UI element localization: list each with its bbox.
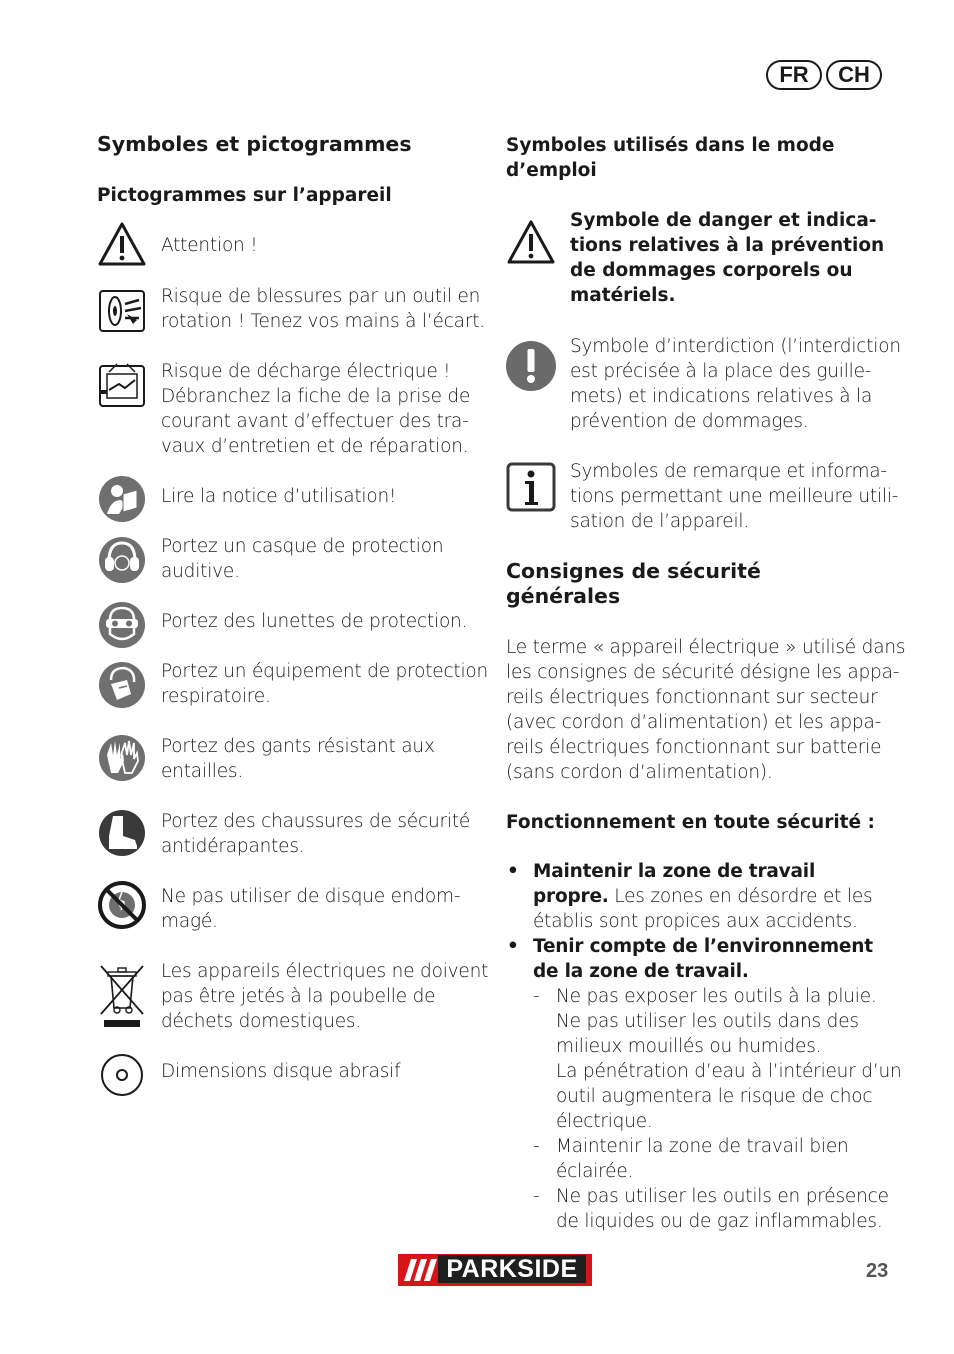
- description-line: Symbole de danger et indica-: [570, 210, 877, 231]
- intro-paragraph: [506, 635, 905, 785]
- dash-line: Ne pas exposer les outils à la pluie.: [556, 986, 877, 1007]
- pictogram-description: [161, 284, 485, 334]
- description-line: auditive.: [161, 561, 240, 582]
- description-line: Débranchez la fiche de la prise de: [161, 386, 471, 407]
- description-line: Les appareils électriques ne doivent: [161, 961, 489, 982]
- warning-triangle-icon: [97, 220, 147, 270]
- description-line: sation de l’appareil.: [570, 511, 750, 532]
- description-line: Portez des chaussures de sécurité: [161, 811, 471, 832]
- left-subtitle: Pictogrammes sur l’appareil: [97, 185, 392, 206]
- dash-marker: -: [533, 1136, 540, 1157]
- ear-protection-icon: [97, 535, 147, 585]
- description-line: Portez des lunettes de protection.: [161, 611, 468, 632]
- dash-line: outil augmentera le risque de choc: [556, 1086, 873, 1107]
- description-line: Ne pas utiliser de disque endom-: [161, 886, 461, 907]
- description-line: antidérapantes.: [161, 836, 305, 857]
- read-manual-icon: [97, 474, 147, 524]
- disc-dimension-icon: [97, 1050, 147, 1100]
- description-line: Risque de décharge électrique !: [161, 361, 451, 382]
- intro-line: (sans cordon d’alimentation).: [506, 762, 773, 783]
- respiratory-protection-icon: [97, 660, 147, 710]
- pictogram-description: [161, 233, 257, 258]
- right-title-line: d’emploi: [506, 160, 597, 181]
- no-damaged-disc-icon: [97, 880, 147, 930]
- safety-boots-icon: [97, 808, 147, 858]
- description-line: Portez un équipement de protection: [161, 661, 489, 682]
- prohibition-icon: [506, 341, 556, 391]
- pictogram-description: [161, 1059, 400, 1084]
- left-section-title: Symboles et pictogrammes: [97, 132, 412, 156]
- general-safety-title-line: générales: [506, 584, 621, 608]
- pictogram-description: [161, 359, 470, 459]
- intro-line: reils électriques fonctionnant sur batterie: [506, 737, 882, 758]
- description-line: matériels.: [570, 285, 676, 306]
- symbol-description: [570, 334, 901, 434]
- pictogram-description: [161, 609, 467, 634]
- description-line: Dimensions disque abrasif: [161, 1061, 401, 1082]
- bullet-text: [533, 859, 872, 934]
- intro-line: (avec cordon d’alimentation) et les appa-: [506, 712, 882, 733]
- bullet-dot: •: [507, 936, 519, 957]
- bullet-line: [533, 884, 872, 909]
- dash-line: éclairée.: [556, 1161, 634, 1182]
- description-line: Portez des gants résistant aux: [161, 736, 435, 757]
- description-line: vaux d’entretien et de réparation.: [161, 436, 469, 457]
- dash-line: électrique.: [556, 1111, 653, 1132]
- danger-triangle-icon: [506, 218, 556, 268]
- bullet-bold-text: Tenir compte de l’environnement: [533, 936, 873, 957]
- description-line: Lire la notice d’utilisation!: [161, 486, 397, 507]
- description-line: pas être jetés à la poubelle de: [161, 986, 436, 1007]
- description-line: déchets domestiques.: [161, 1011, 362, 1032]
- intro-line: les consignes de sécurité désigne les appa-: [506, 662, 900, 683]
- bullet-bold-text: de la zone de travail.: [533, 961, 749, 982]
- bullet-line: établis sont propices aux accidents.: [533, 911, 858, 932]
- dash-line: Maintenir la zone de travail bien: [556, 1136, 849, 1157]
- parkside-logo: [398, 1254, 592, 1286]
- bullet-rest-text: Les zones en désordre et les: [608, 886, 873, 907]
- description-line: Symbole d’interdiction (l’interdiction: [570, 336, 901, 357]
- dash-item-text: [556, 1134, 849, 1184]
- pictogram-description: [161, 534, 443, 584]
- general-safety-title-line: Consignes de sécurité: [506, 559, 761, 583]
- lang-badge-ch: CH: [826, 60, 882, 90]
- bullet-line: [533, 959, 873, 984]
- dash-marker: -: [533, 1186, 540, 1207]
- description-line: Risque de blessures par un outil en: [161, 286, 481, 307]
- page-number: 23: [866, 1260, 889, 1282]
- description-line: mets) et indications relatives à la: [570, 386, 873, 407]
- description-line: tions permettant une meilleure utili-: [570, 486, 899, 507]
- bullet-bold-text: propre.: [533, 886, 609, 907]
- description-line: Attention !: [161, 235, 258, 256]
- description-line: de dommages corporels ou: [570, 260, 853, 281]
- safe-operation-heading: Fonctionnement en toute sécurité :: [506, 812, 875, 833]
- dash-marker: -: [533, 986, 540, 1007]
- brand-name: PARKSIDE: [438, 1255, 586, 1283]
- bullet-line: [533, 934, 873, 959]
- dash-line: Ne pas utiliser les outils dans des: [556, 1011, 859, 1032]
- info-icon: [506, 462, 556, 512]
- dash-line: Ne pas utiliser les outils en présence: [556, 1186, 889, 1207]
- description-line: tions relatives à la prévention: [570, 235, 885, 256]
- description-line: entailles.: [161, 761, 244, 782]
- gloves-icon: [97, 733, 147, 783]
- intro-line: reils électriques fonctionnant sur secteur: [506, 687, 878, 708]
- pictogram-description: [161, 659, 488, 709]
- dash-item-text: [556, 1184, 889, 1234]
- description-line: courant avant d’effectuer des tra-: [161, 411, 469, 432]
- dash-item-text: [556, 984, 902, 1134]
- bullet-line: [533, 859, 872, 884]
- eye-protection-icon: [97, 600, 147, 650]
- description-line: rotation ! Tenez vos mains à l’écart.: [161, 311, 485, 332]
- lang-badge-fr: FR: [766, 60, 822, 90]
- pictogram-description: [161, 884, 460, 934]
- dash-line: La pénétration d’eau à l’intérieur d’un: [556, 1061, 902, 1082]
- description-line: Symboles de remarque et informa-: [570, 461, 887, 482]
- unplug-electric-icon: [97, 360, 147, 410]
- bullet-text: [533, 934, 873, 984]
- symbol-description: [570, 459, 898, 534]
- description-line: Portez un casque de protection: [161, 536, 444, 557]
- bullet-bold-text: Maintenir la zone de travail: [533, 861, 816, 882]
- general-safety-title: [506, 559, 761, 609]
- pictogram-description: [161, 484, 396, 509]
- dash-line: de liquides ou de gaz inflammables.: [556, 1211, 883, 1232]
- description-line: magé.: [161, 911, 218, 932]
- bullet-dot: •: [507, 861, 519, 882]
- language-badges: [766, 60, 882, 90]
- description-line: est précisée à la place des guille-: [570, 361, 872, 382]
- description-line: prévention de dommages.: [570, 411, 809, 432]
- intro-line: Le terme « appareil électrique » utilisé dans: [506, 637, 906, 658]
- description-line: respiratoire.: [161, 686, 271, 707]
- pictogram-description: [161, 959, 488, 1034]
- weee-bin-icon: [97, 962, 147, 1028]
- right-title-line: Symboles utilisés dans le mode: [506, 135, 835, 156]
- right-section-title: [506, 133, 834, 183]
- symbol-description: [570, 208, 884, 308]
- pictogram-description: [161, 734, 435, 784]
- dash-line: milieux mouillés ou humides.: [556, 1036, 822, 1057]
- pictogram-description: [161, 809, 470, 859]
- rotating-tool-hand-icon: [97, 286, 147, 336]
